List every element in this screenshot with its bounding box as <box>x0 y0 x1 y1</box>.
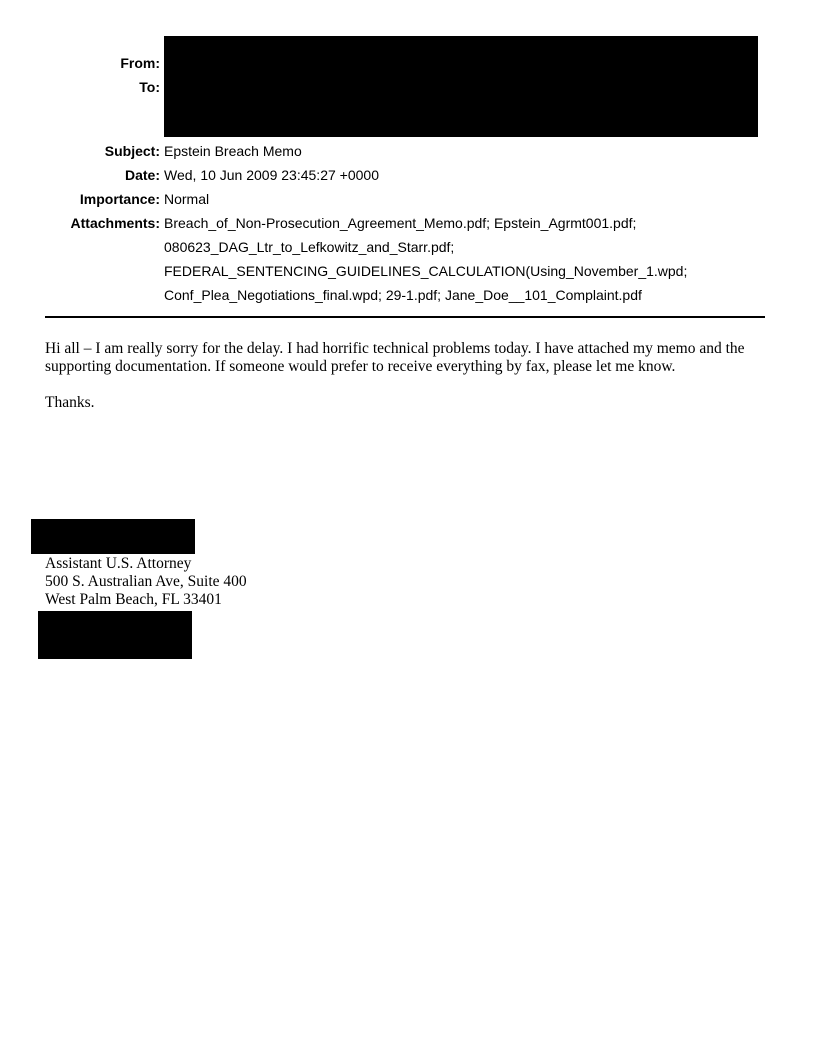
importance-label: Importance: <box>79 191 160 207</box>
message-body: Hi all – I am really sorry for the delay. I had horrific technical problems today. I have attached my memo and the supporting documentation. If someone would prefer to receive everything by fax, please let me know. <box>45 340 745 375</box>
message-closing: Thanks. <box>45 394 95 411</box>
redaction-block-sender-contact <box>38 611 192 659</box>
attachment-line: Breach_of_Non-Prosecution_Agreement_Memo.pdf; Epstein_Agrmt001.pdf; <box>164 215 637 231</box>
attachment-line: FEDERAL_SENTENCING_GUIDELINES_CALCULATION(Using_November_1.wpd; <box>164 263 688 279</box>
attachment-line: 080623_DAG_Ltr_to_Lefkowitz_and_Starr.pdf; <box>164 239 455 255</box>
to-label: To: <box>139 79 160 95</box>
redaction-block-recipients <box>164 36 758 137</box>
attachments-label: Attachments: <box>70 215 160 231</box>
from-label: From: <box>120 55 160 71</box>
redaction-block-sender-name <box>31 519 195 554</box>
date-value: Wed, 10 Jun 2009 23:45:27 +0000 <box>164 167 379 183</box>
importance-value: Normal <box>164 191 210 207</box>
signature-address-line1: 500 S. Australian Ave, Suite 400 <box>45 573 247 590</box>
subject-value: Epstein Breach Memo <box>164 143 302 159</box>
signature-title: Assistant U.S. Attorney <box>45 555 192 572</box>
header-divider <box>45 316 765 318</box>
signature-address-line2: West Palm Beach, FL 33401 <box>45 591 222 608</box>
attachment-line: Conf_Plea_Negotiations_final.wpd; 29-1.pdf; Jane_Doe__101_Complaint.pdf <box>164 287 642 303</box>
date-label: Date: <box>124 167 160 183</box>
subject-label: Subject: <box>104 143 160 159</box>
attachments-list <box>164 211 687 307</box>
